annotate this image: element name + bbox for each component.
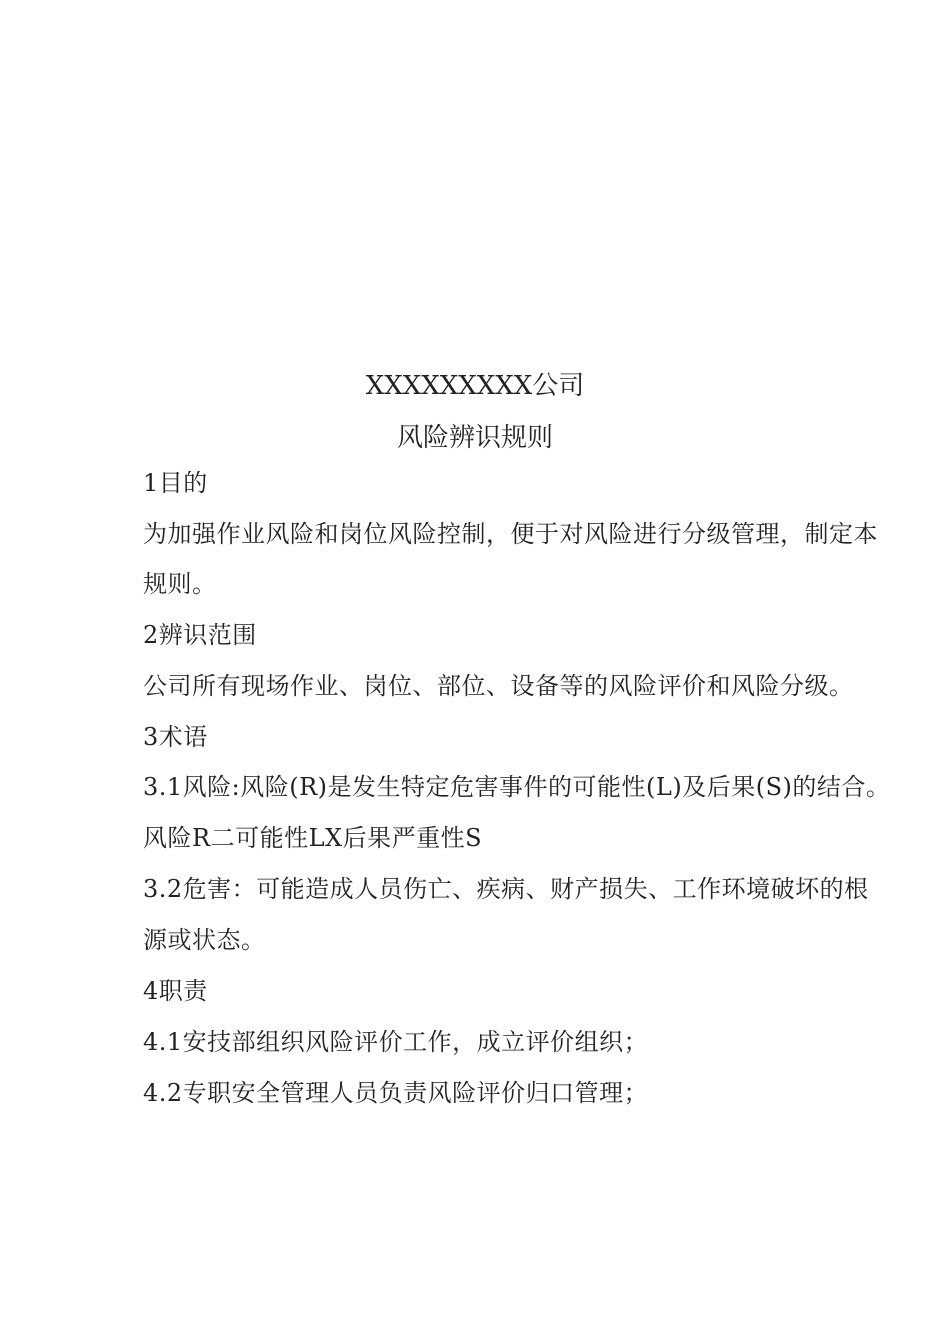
paragraph-line: 风险R二可能性LX后果严重性S: [143, 824, 483, 852]
paragraph-line: 源或状态。: [143, 926, 266, 954]
paragraph-line: 4.2专职安全管理人员负责风险评价归口管理；: [143, 1079, 649, 1107]
paragraph-line: 3.1风险:风险(R)是发生特定危害事件的可能性(L)及后果(S)的结合。: [143, 773, 891, 801]
section-heading-purpose: 1目的: [143, 469, 208, 497]
paragraph-line: 公司所有现场作业、岗位、部位、设备等的风险评价和风险分级。: [143, 672, 854, 700]
paragraph-line: 规则。: [143, 570, 217, 598]
section-heading-terms: 3术语: [143, 723, 208, 751]
paragraph-line: 3.2危害：可能造成人员伤亡、疾病、财产损失、工作环境破坏的根: [143, 875, 869, 903]
section-heading-duties: 4职责: [143, 977, 208, 1005]
document-title: 风险辨识规则: [396, 423, 553, 453]
paragraph-line: 4.1安技部组织风险评价工作，成立评价组织；: [143, 1028, 649, 1056]
paragraph-line: 为加强作业风险和岗位风险控制，便于对风险进行分级管理，制定本: [143, 520, 878, 548]
company-name: XXXXXXXXX公司: [365, 371, 585, 401]
section-heading-scope: 2辨识范围: [143, 621, 257, 649]
